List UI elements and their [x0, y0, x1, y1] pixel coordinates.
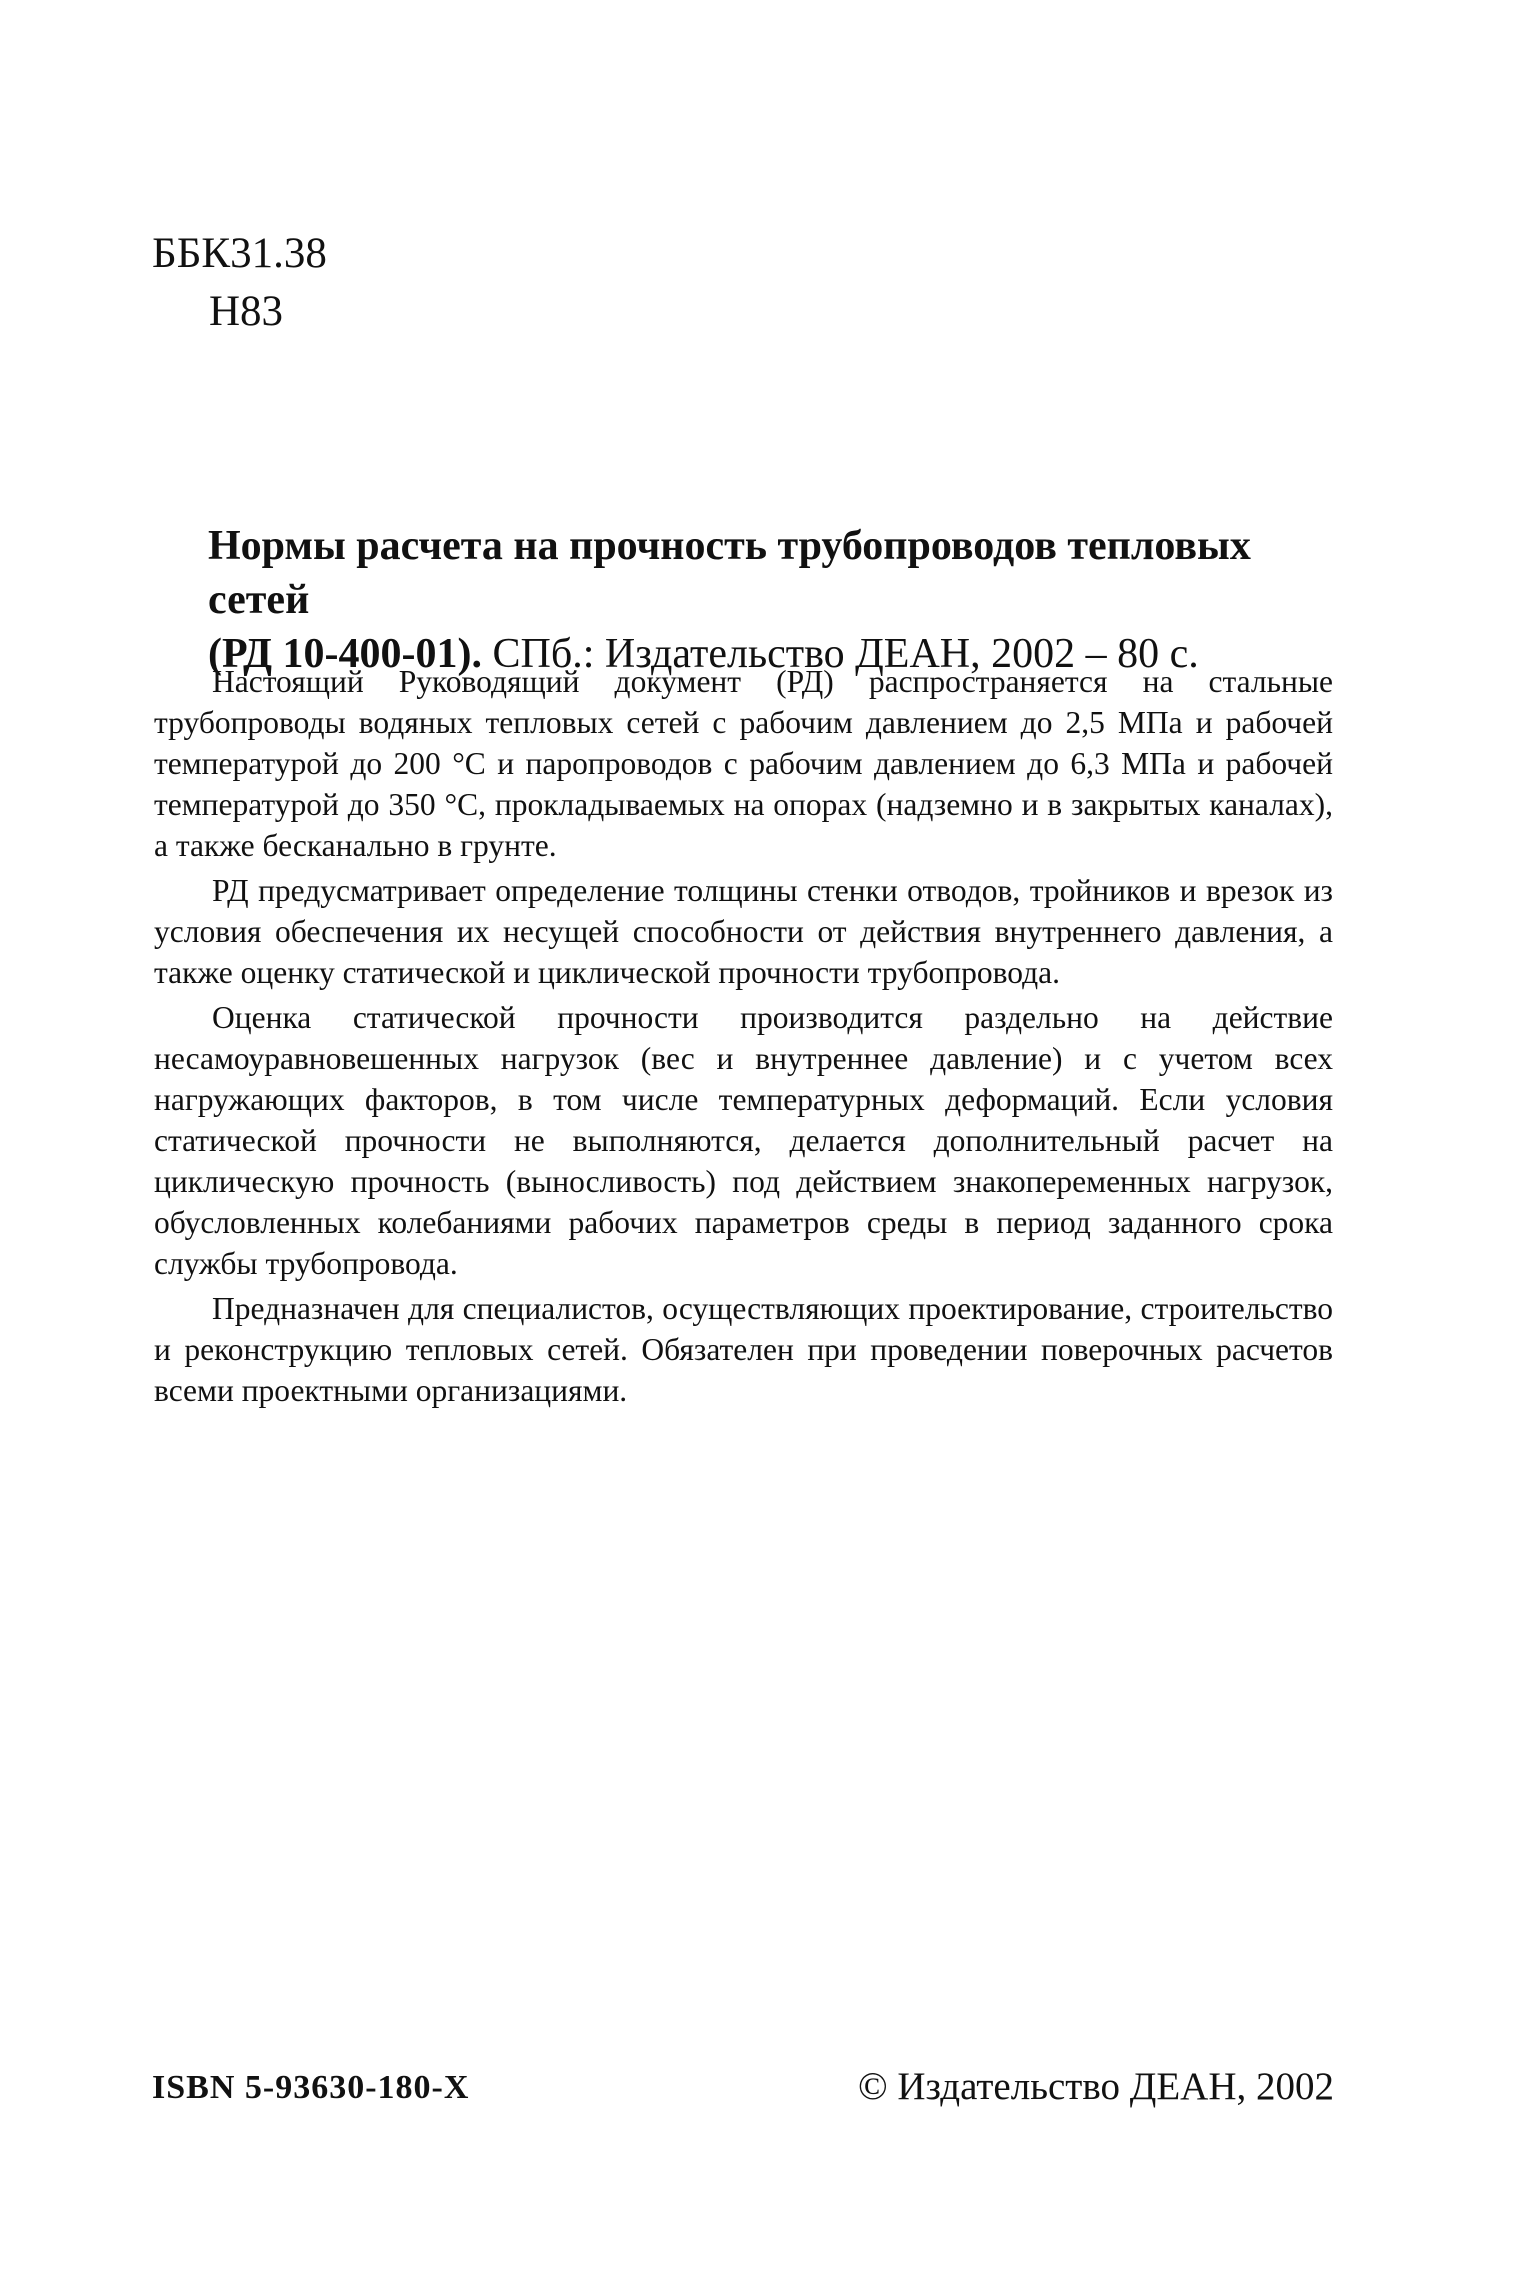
abstract-paragraph: Предназначен для специалистов, осуществляющих проектирование, строительство и реконструкцию тепловых сетей. Обязателен при проведении поверочных расчетов всеми проектными организациями. — [154, 1291, 1333, 1408]
copyright: © Издательство ДЕАН, 2002 — [858, 2065, 1334, 2108]
document-title: Нормы расчета на прочность трубопроводов тепловых сетей — [208, 523, 1251, 623]
abstract-paragraph: Настоящий Руководящий документ (РД) распространяется на стальные трубопроводы водяных тепловых сетей с рабочим давлением до 2,5 МПа и рабочей температурой до 200 °С и паропроводов с рабочим давлением до 6,3 МПа и рабочей температурой до 350 °С, прокладываемых на опорах (надземно и в закрытых каналах), а также бесканально в грунте. — [154, 664, 1333, 863]
classification-block — [152, 225, 327, 341]
abstract-paragraph: Оценка статической прочности производится раздельно на действие несамоуравновешенных нагрузок (вес и внутреннее давление) и с учетом всех нагружающих факторов, в том числе температурных деформаций. Если условия статической прочности не выполняются, делается дополнительный расчет на циклическую прочность (выносливость) под действием знакопеременных нагрузок, обусловленных колебаниями рабочих параметров среды в период заданного срока службы трубопровода. — [154, 1000, 1333, 1281]
bibliographic-title — [208, 519, 1333, 681]
author-mark: Н83 — [209, 288, 284, 335]
abstract — [154, 661, 1333, 1415]
publication-info: СПб.: Издательство ДЕАН, 2002 – 80 с. — [482, 631, 1199, 677]
document-code: (РД 10-400-01). — [208, 631, 483, 677]
abstract-paragraph: РД предусматривает определение толщины стенки отводов, тройников и врезок из условия обеспечения их несущей способности от действия внутреннего давления, а также оценку статической и циклической прочности трубопровода. — [154, 873, 1333, 990]
isbn: ISBN 5-93630-180-X — [152, 2069, 470, 2106]
bbk-code: ББК31.38 — [152, 230, 327, 277]
